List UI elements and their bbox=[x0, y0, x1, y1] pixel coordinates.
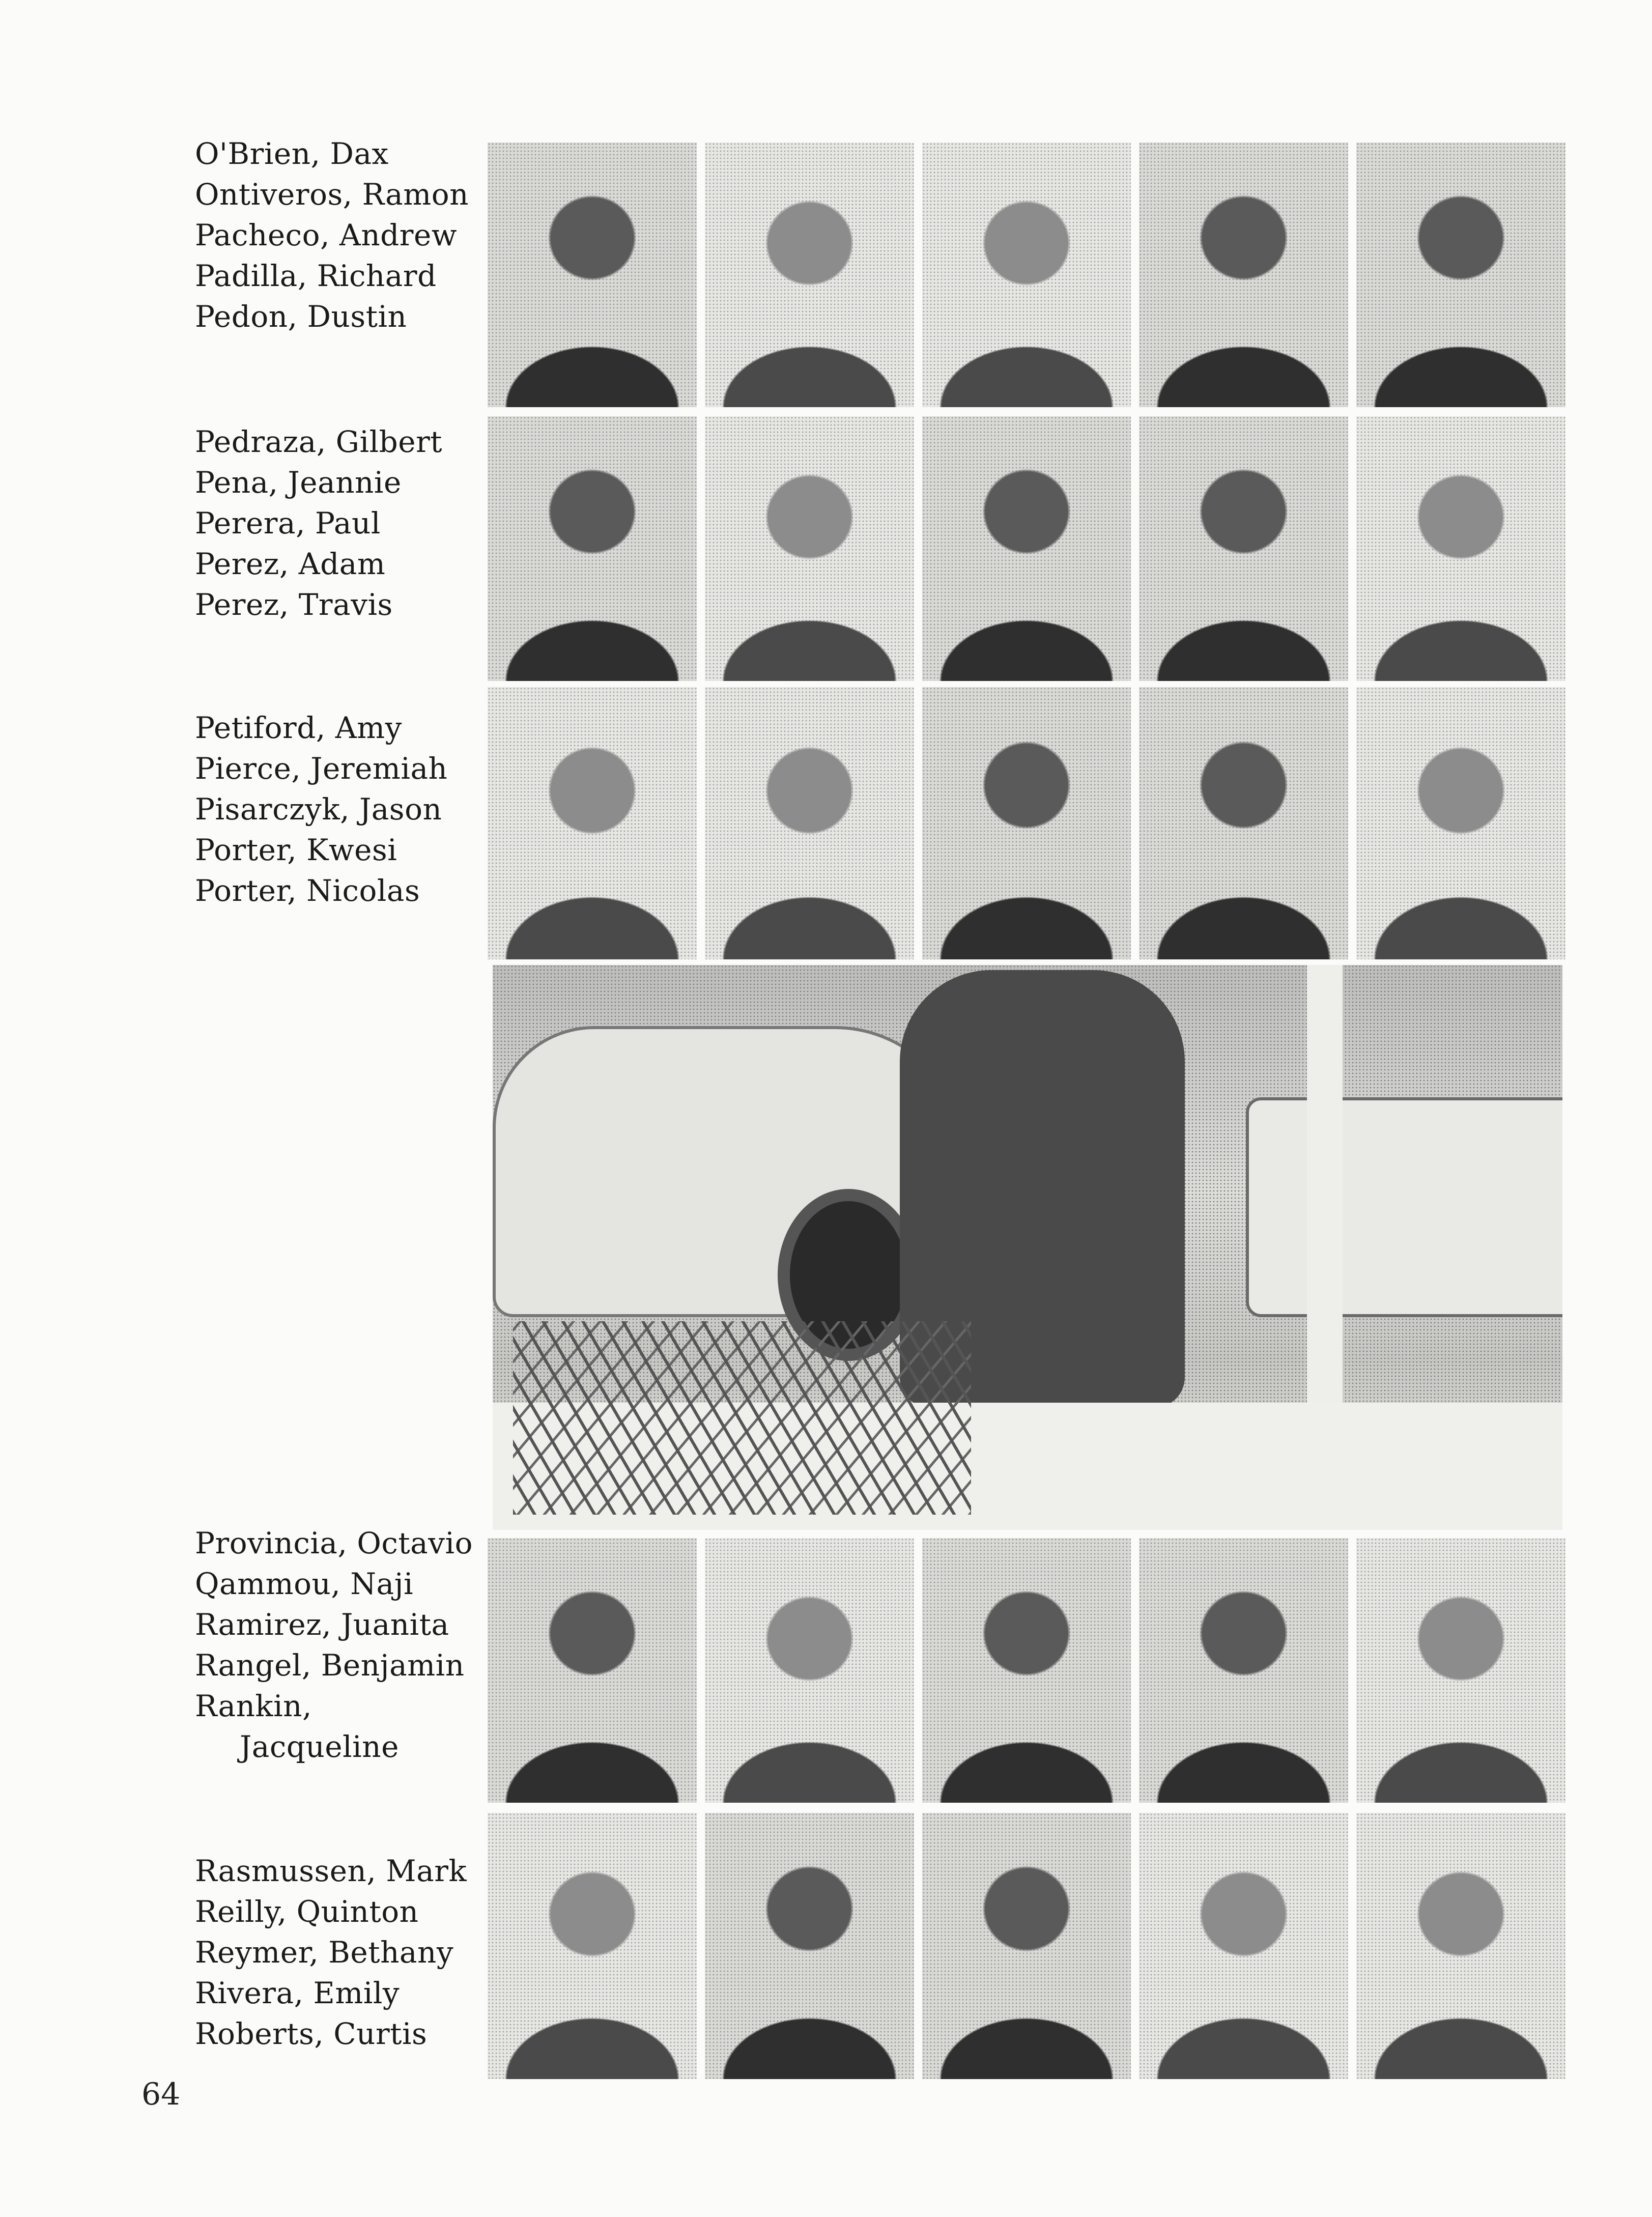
student-name: Pedon, Dustin bbox=[195, 299, 407, 334]
student-name: Perera, Paul bbox=[195, 506, 381, 541]
student-portrait bbox=[1356, 1813, 1565, 2079]
student-portrait bbox=[922, 143, 1131, 407]
student-name: Reymer, Bethany bbox=[195, 1935, 454, 1970]
page-number: 64 bbox=[141, 2077, 181, 2112]
student-name: Rangel, Benjamin bbox=[195, 1648, 465, 1683]
student-name: Qammou, Naji bbox=[195, 1567, 414, 1601]
student-portrait bbox=[1356, 416, 1565, 681]
student-name: Rankin, bbox=[195, 1689, 312, 1723]
student-portrait bbox=[922, 1813, 1131, 2079]
student-portrait bbox=[922, 416, 1131, 681]
name-list-group-1 bbox=[195, 133, 469, 337]
student-portrait bbox=[1139, 1538, 1348, 1803]
student-portrait bbox=[1139, 1813, 1348, 2079]
student-portrait bbox=[705, 687, 914, 959]
portrait-row-3 bbox=[488, 687, 1565, 959]
student-portrait bbox=[488, 687, 697, 959]
student-name: Porter, Nicolas bbox=[195, 873, 420, 908]
student-name: Perez, Adam bbox=[195, 547, 386, 581]
student-portrait bbox=[705, 1538, 914, 1803]
student-portrait bbox=[488, 1813, 697, 2079]
student-portrait bbox=[1356, 1538, 1565, 1803]
portrait-row-5 bbox=[488, 1813, 1565, 2079]
student-name: Pena, Jeannie bbox=[195, 465, 402, 500]
name-list-group-4 bbox=[195, 1523, 473, 1767]
student-name: Provincia, Octavio bbox=[195, 1526, 473, 1560]
student-name: Porter, Kwesi bbox=[195, 833, 397, 867]
student-portrait bbox=[922, 1538, 1131, 1803]
student-name: Reilly, Quinton bbox=[195, 1894, 419, 1929]
student-portrait bbox=[1356, 687, 1565, 959]
student-name: Pedraza, Gilbert bbox=[195, 424, 443, 459]
student-name: Pacheco, Andrew bbox=[195, 218, 457, 252]
student-name: Perez, Travis bbox=[195, 587, 393, 622]
student-portrait bbox=[1139, 687, 1348, 959]
student-portrait bbox=[488, 416, 697, 681]
portrait-row-2 bbox=[488, 416, 1565, 681]
name-list-group-2 bbox=[195, 421, 442, 625]
student-name: Roberts, Curtis bbox=[195, 2016, 428, 2051]
plants bbox=[513, 1321, 971, 1515]
student-name-continued: Jacqueline bbox=[240, 1729, 399, 1764]
portrait-row-4 bbox=[488, 1538, 1565, 1803]
student-portrait bbox=[1139, 416, 1348, 681]
portrait-row-1 bbox=[488, 143, 1565, 407]
student-name: Rivera, Emily bbox=[195, 1976, 400, 2010]
student-portrait bbox=[705, 143, 914, 407]
student-name: Ontiveros, Ramon bbox=[195, 177, 469, 212]
student-portrait bbox=[1356, 143, 1565, 407]
student-name: Rasmussen, Mark bbox=[195, 1854, 467, 1888]
student-name: Petiford, Amy bbox=[195, 710, 402, 745]
student-portrait bbox=[705, 1813, 914, 2079]
student-name: Ramirez, Juanita bbox=[195, 1607, 449, 1642]
student-portrait bbox=[705, 416, 914, 681]
student-name: Pierce, Jeremiah bbox=[195, 751, 448, 786]
student-portrait bbox=[922, 687, 1131, 959]
student-portrait bbox=[1139, 143, 1348, 407]
name-list-group-3 bbox=[195, 707, 447, 911]
student-portrait bbox=[488, 1538, 697, 1803]
student-name: Pisarczyk, Jason bbox=[195, 792, 442, 827]
van-shape bbox=[1246, 1097, 1562, 1317]
student-portrait bbox=[488, 143, 697, 407]
student-name: Padilla, Richard bbox=[195, 259, 437, 293]
name-list-group-5 bbox=[195, 1851, 467, 2054]
student-name: O'Brien, Dax bbox=[195, 136, 389, 171]
candid-photo bbox=[493, 965, 1562, 1530]
